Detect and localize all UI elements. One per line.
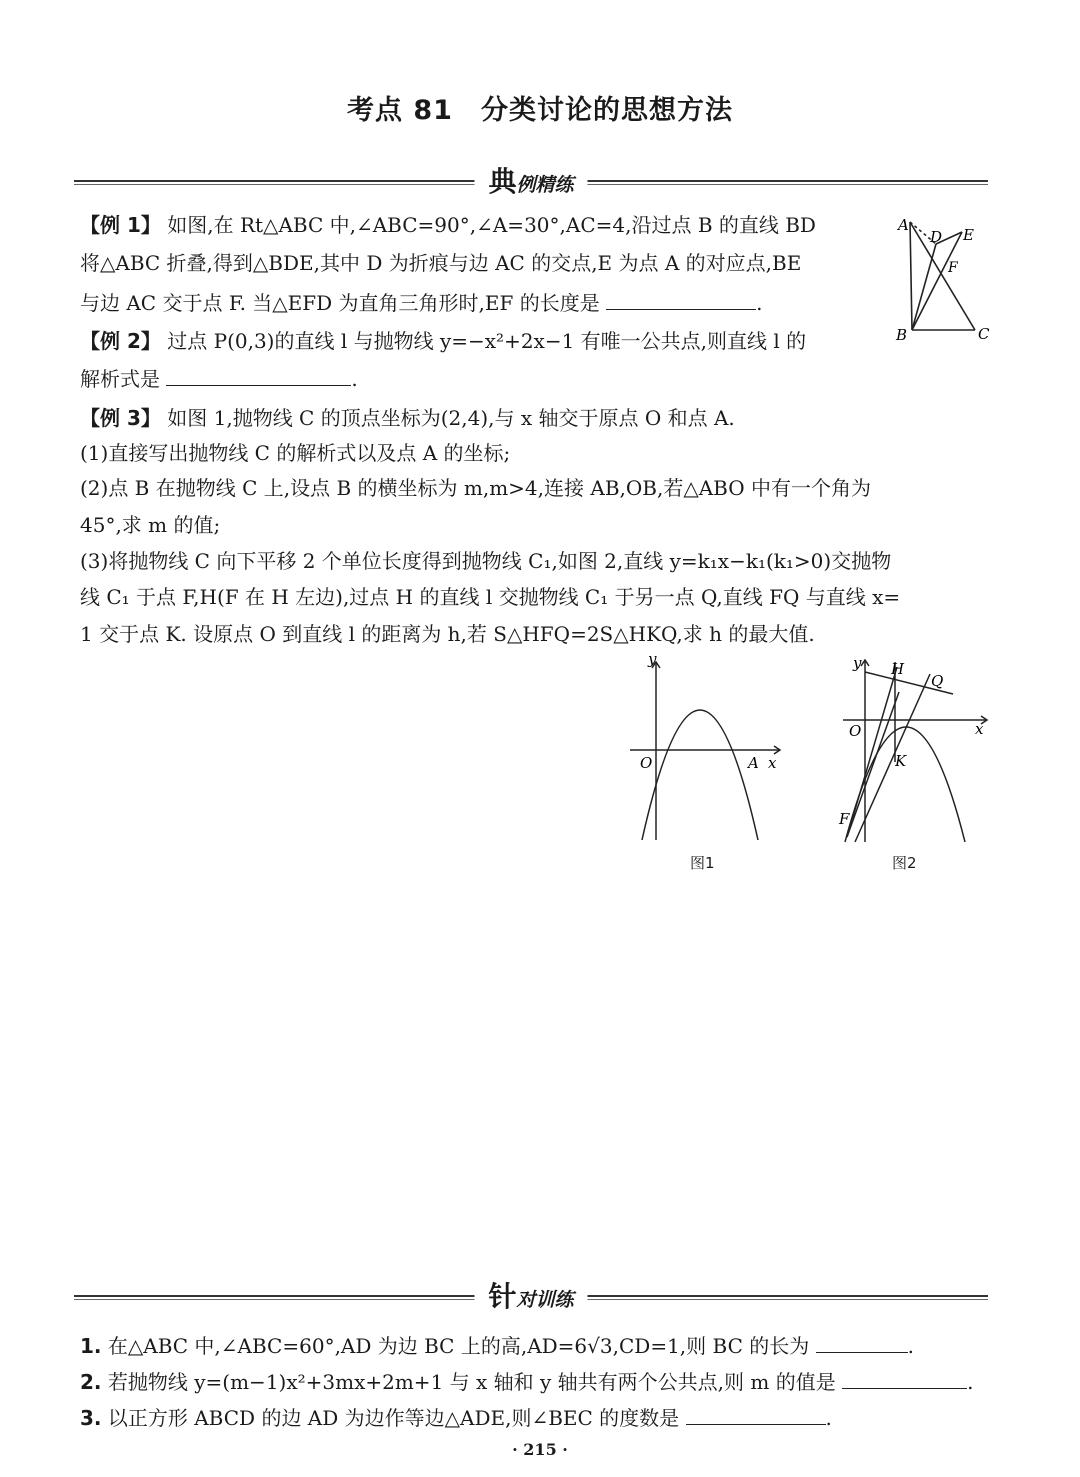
example3-q3b: 线 C₁ 于点 F,H(F 在 H 左边),过点 H 的直线 l 交抛物线 C₁ 于另一点 Q,直线 FQ 与直线 x= xyxy=(80,585,901,609)
fig1-label-D: D xyxy=(930,228,943,246)
fig1-label-A: A xyxy=(898,216,909,234)
fig1-label-E: E xyxy=(963,226,974,244)
example3-figure2 xyxy=(835,652,995,847)
fig1-label-C: C xyxy=(978,325,990,343)
example3-line1: 【例 3】 如图 1,抛物线 C 的顶点坐标为(2,4),与 x 轴交于原点 O 和点 A. xyxy=(80,406,735,430)
fig3b-label-O: O xyxy=(849,722,862,740)
section-label: 对训练 xyxy=(516,1289,574,1311)
answer-blank[interactable] xyxy=(166,367,351,386)
answer-blank[interactable] xyxy=(686,1406,826,1425)
training-item-3: 3. 以正方形 ABCD 的边 AD 为边作等边△ADE,则∠BEC 的度数是 . xyxy=(80,1406,832,1430)
example1-line1: 【例 1】 如图,在 Rt△ABC 中,∠ABC=90°,∠A=30°,AC=4,沿过点 B 的直线 BD xyxy=(80,213,816,237)
example3-q1: (1)直接写出抛物线 C 的解析式以及点 A 的坐标; xyxy=(80,441,511,465)
example2-line2: 解析式是 . xyxy=(80,367,358,391)
section-big-char: 针 xyxy=(488,1280,517,1313)
figure2-caption: 图2 xyxy=(892,854,917,872)
section-label: 例精练 xyxy=(516,174,574,196)
answer-blank[interactable] xyxy=(842,1370,967,1389)
example1-tag: 【例 1】 xyxy=(80,213,161,237)
example3-q3c: 1 交于点 K. 设原点 O 到直线 l 的距离为 h,若 S△HFQ=2S△HKQ,求 h 的最大值. xyxy=(80,622,815,646)
fig1-label-B: B xyxy=(896,326,908,344)
training-item-1: 1. 在△ABC 中,∠ABC=60°,AD 为边 BC 上的高,AD=6√3,CD=1,则 BC 的长为 . xyxy=(80,1334,914,1358)
fig3a-label-y: y xyxy=(648,650,657,668)
section-header-training xyxy=(74,1275,988,1315)
example1-line3: 与边 AC 交于点 F. 当△EFD 为直角三角形时,EF 的长度是 . xyxy=(80,291,763,315)
fig3b-label-K: K xyxy=(895,752,907,770)
example2-tag: 【例 2】 xyxy=(80,329,161,353)
fig1-label-F: F xyxy=(948,260,958,276)
fig3b-label-Q: Q xyxy=(931,672,944,690)
example1-line2: 将△ABC 折叠,得到△BDE,其中 D 为折痕与边 AC 的交点,E 为点 A 的对应点,BE xyxy=(80,251,802,275)
section-header-examples xyxy=(74,160,988,200)
figure1-caption: 图1 xyxy=(690,854,715,872)
example1-figure xyxy=(890,212,995,347)
example2-line1: 【例 2】 过点 P(0,3)的直线 l 与抛物线 y=−x²+2x−1 有唯一公共点,则直线 l 的 xyxy=(80,329,807,353)
example3-q2b: 45°,求 m 的值; xyxy=(80,513,221,537)
training-item-2: 2. 若抛物线 y=(m−1)x²+3mx+2m+1 与 x 轴和 y 轴共有两个公共点,则 m 的值是 . xyxy=(80,1370,974,1394)
title-label: 考点 81 xyxy=(347,95,453,126)
example3-tag: 【例 3】 xyxy=(80,406,161,430)
answer-blank[interactable] xyxy=(816,1334,908,1353)
fig3b-label-y: y xyxy=(853,654,862,672)
section-big-char: 典 xyxy=(488,165,517,198)
page-number: · 215 · xyxy=(512,1440,568,1459)
fig3b-label-x: x xyxy=(975,720,984,738)
page-title xyxy=(0,88,1080,127)
fig3b-label-F: F xyxy=(839,810,850,828)
title-topic: 分类讨论的思想方法 xyxy=(480,95,733,126)
fig3a-label-x: x xyxy=(768,754,777,772)
answer-blank[interactable] xyxy=(606,291,756,310)
fig3b-label-H: H xyxy=(891,660,905,678)
example3-figure1 xyxy=(620,650,790,845)
fig3a-label-O: O xyxy=(640,754,653,772)
example3-q3a: (3)将抛物线 C 向下平移 2 个单位长度得到抛物线 C₁,如图 2,直线 y=k₁x−k₁(k₁>0)交抛物 xyxy=(80,549,892,573)
example3-q2a: (2)点 B 在抛物线 C 上,设点 B 的横坐标为 m,m>4,连接 AB,OB,若△ABO 中有一个角为 xyxy=(80,476,871,500)
fig3a-label-A: A xyxy=(748,754,759,772)
